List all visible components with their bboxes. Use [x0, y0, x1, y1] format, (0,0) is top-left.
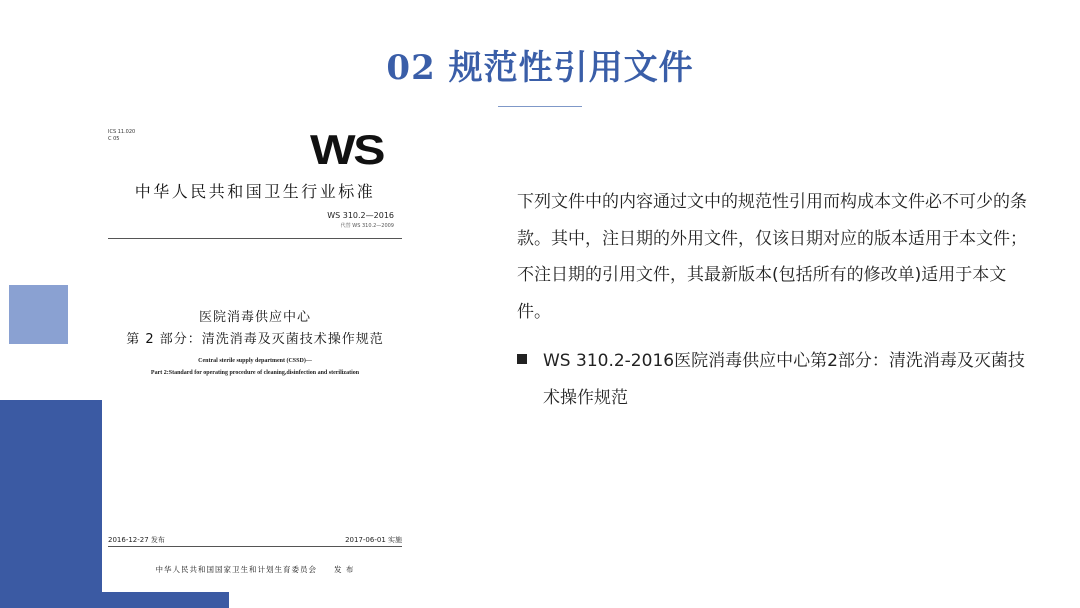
- issue-date: 2016-12-27 发布: [108, 536, 165, 544]
- cover-title-en-line2: Part 2:Standard for operating procedure of cleaning,disinfection and sterilization: [150, 370, 360, 376]
- replaces-note: 代替 WS 310.2—2009: [340, 223, 394, 229]
- ics-code: ICS 11.020: [108, 129, 136, 135]
- decorative-block-dark: [0, 400, 102, 608]
- normative-references-paragraph: 下列文件中的内容通过文中的规范性引用而构成本文件必不可少的条款。其中，注日期的外用文件，仅该日期对应的版本适用于本文件；不注日期的引用文件，其最新版本(包括所有的修改单)适用于本文件。: [517, 192, 1027, 322]
- publisher: 中华人民共和国国家卫生和计划生育委员会 发 布: [155, 565, 355, 574]
- cover-title-cn-line2: 第 2 部分：清洗消毒及灭菌技术操作规范: [126, 332, 384, 347]
- standard-name: 中华人民共和国卫生行业标准: [134, 182, 376, 201]
- standard-number: WS 310.2—2016: [327, 211, 394, 220]
- implement-date: 2017-06-01 实施: [345, 536, 402, 544]
- reference-bullet-text: WS 310.2-2016医院消毒供应中心第2部分：清洗消毒及灭菌技术操作规范: [543, 351, 1025, 408]
- square-bullet-icon: [517, 354, 527, 364]
- title-underline: [498, 106, 582, 107]
- slide-title: 02 规范性引用文件: [386, 48, 694, 88]
- standard-document-cover: [102, 118, 408, 592]
- cover-title-en-line1: Central sterile supply department (CSSD)—: [198, 358, 312, 364]
- cover-divider-bottom: [108, 546, 402, 547]
- decorative-square-light: [9, 285, 68, 344]
- cover-title-cn-line1: 医院消毒供应中心: [198, 310, 311, 325]
- class-code: C 05: [108, 136, 120, 142]
- ws-logo: WS: [310, 126, 384, 173]
- decorative-bar-bottom: [102, 592, 229, 608]
- cover-divider-top: [108, 238, 402, 239]
- ics-classification: [108, 129, 135, 143]
